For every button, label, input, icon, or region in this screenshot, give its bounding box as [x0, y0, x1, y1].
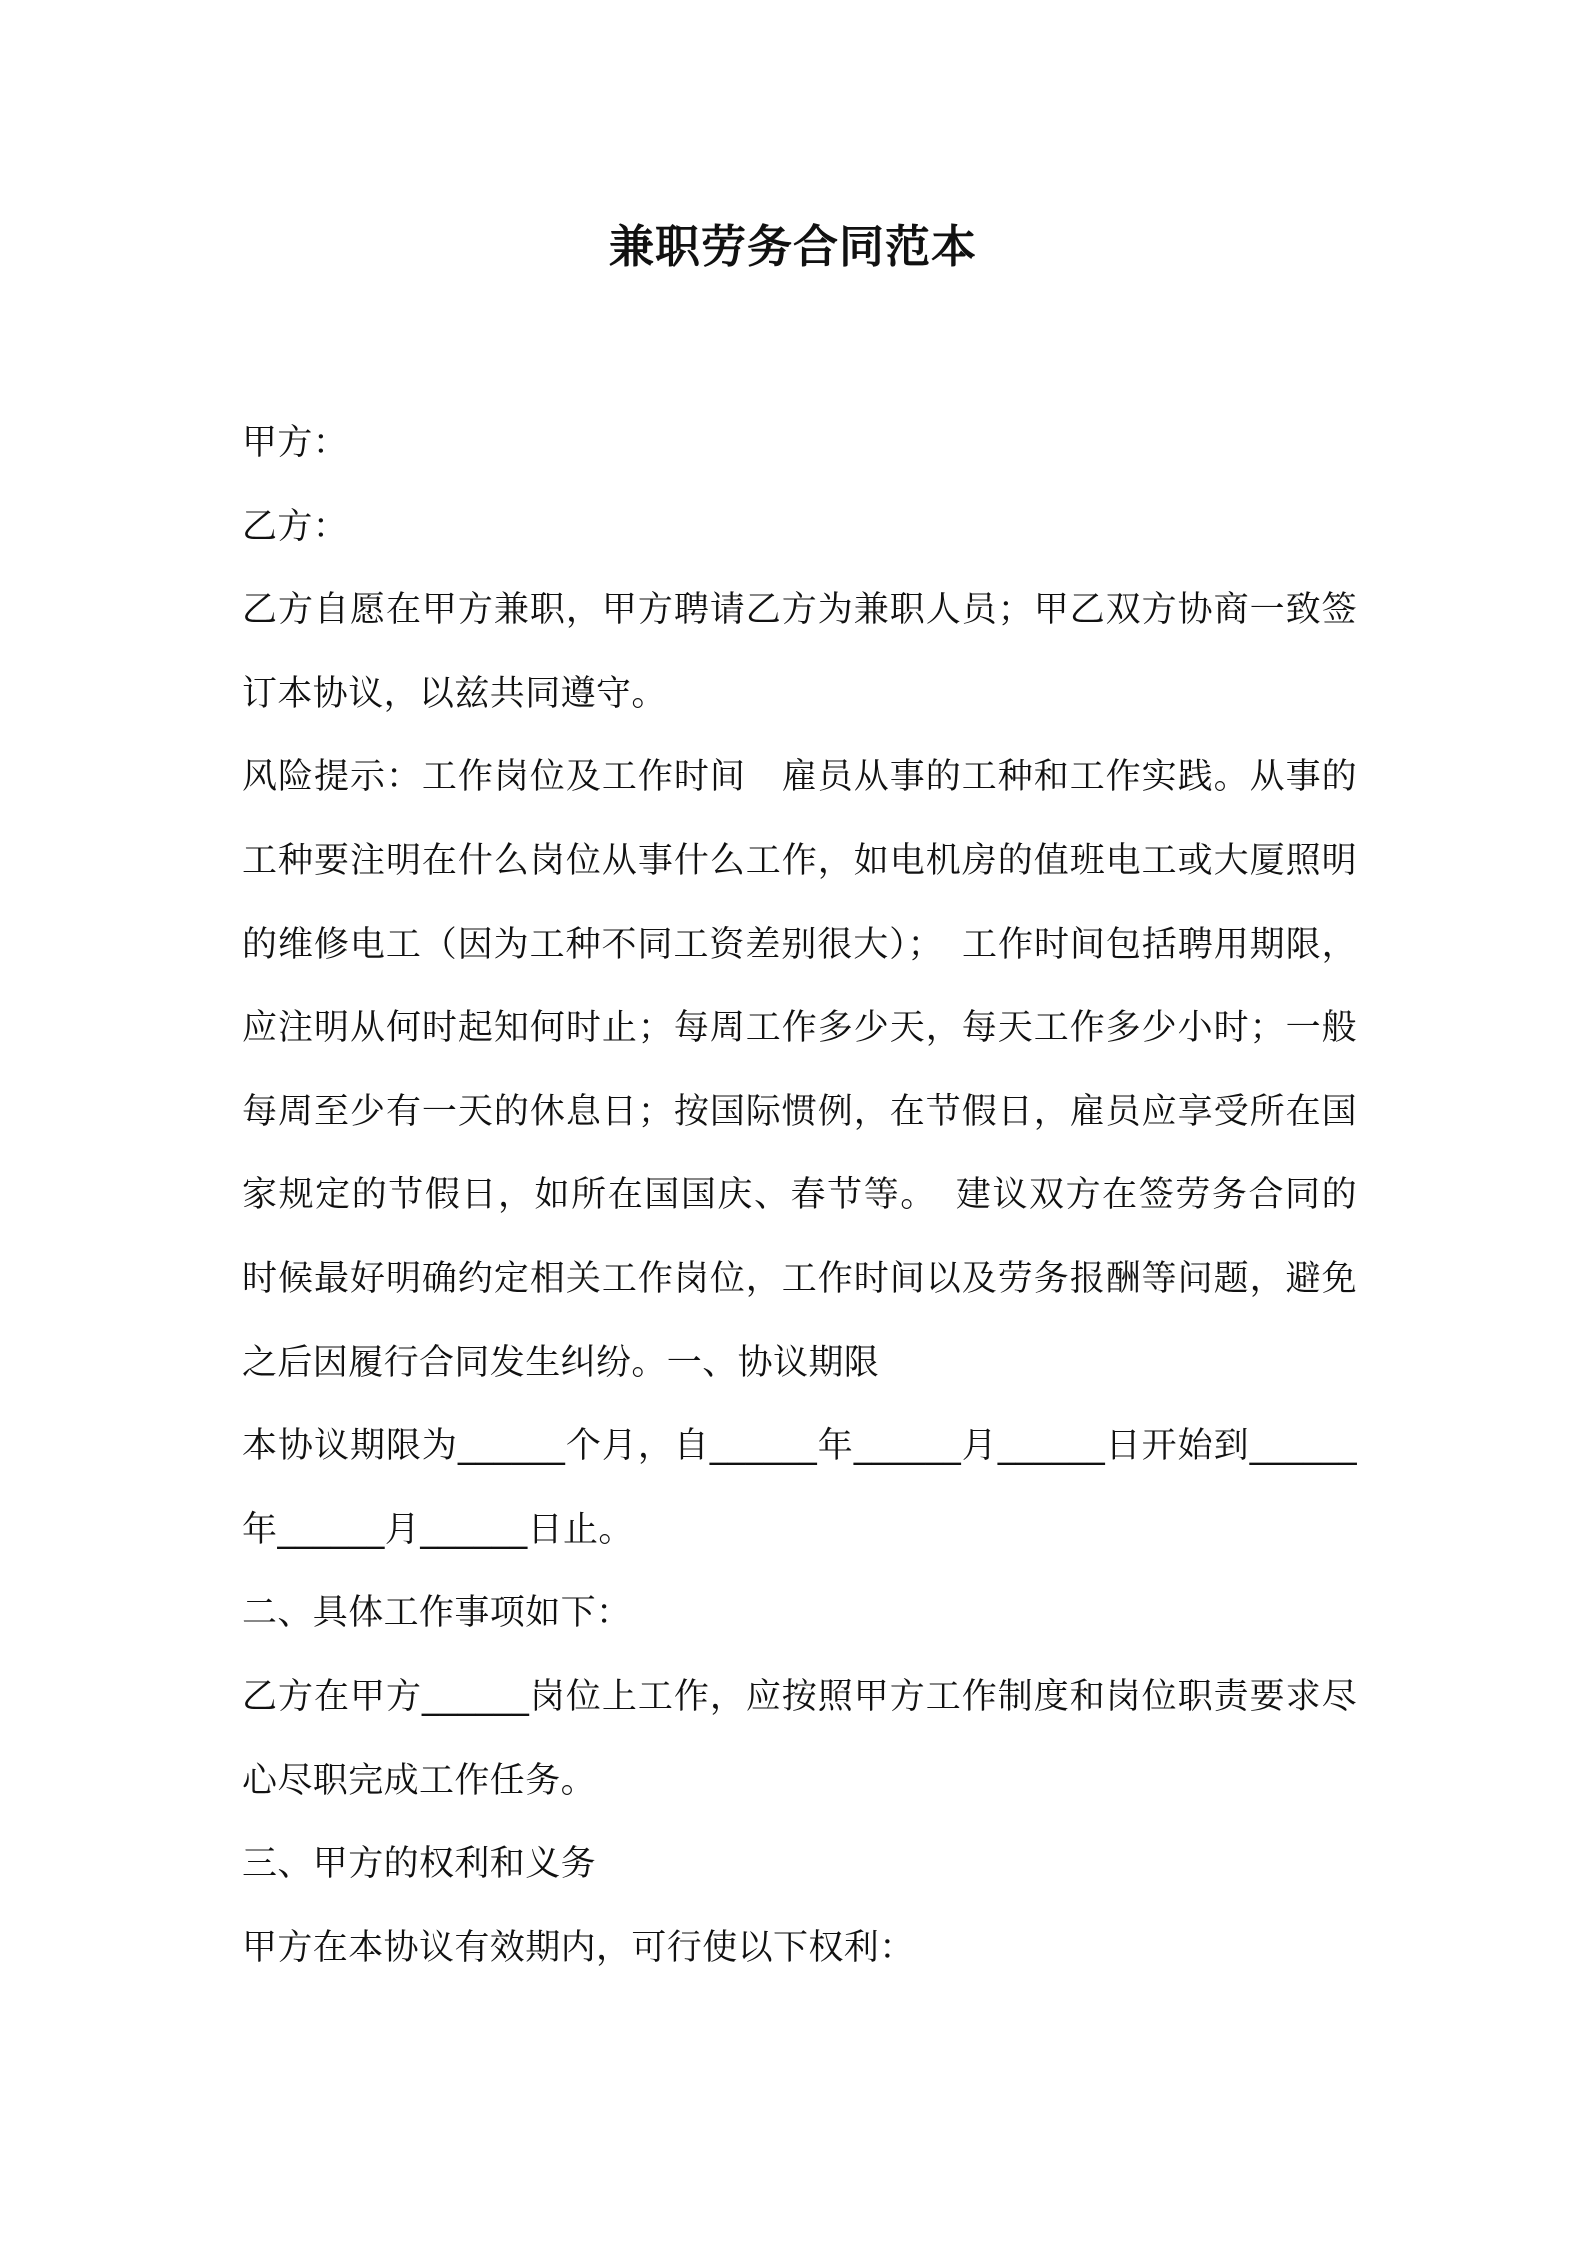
intro-paragraph: 乙方自愿在甲方兼职，甲方聘请乙方为兼职人员；甲乙双方协商一致签订本协议，以兹共同遵守。	[242, 590, 1357, 714]
risk-notice-paragraph: 风险提示：工作岗位及工作时间 雇员从事的工种和工作实践。从事的工种要注明在什么岗位从事什么工作，如电机房的值班电工或大厦照明的维修电工（因为工种不同工资差别很大）； 工作时间包括聘用期限，应注明从何时起知何时止；每周工作多少天，每天工作多少小时；一般每周至少有一天的休息日；按国际惯例，在节假日，雇员应享受所在国家规定的节假日，如所在国国庆、春节等。 建议双方在签劳务合同的时候最好明确约定相关工作岗位，工作时间以及劳务报酬等问题，避免之后因履行合同发生纠纷。一、协议期限	[242, 757, 1357, 1383]
document-body	[242, 402, 1357, 1990]
document-title: 兼职劳务合同范本	[608, 220, 977, 273]
section-three-heading: 三、甲方的权利和义务	[242, 1844, 597, 1885]
party-a-rights-paragraph: 甲方在本协议有效期内，可行使以下权利：	[242, 1927, 915, 1968]
section-two-heading: 二、具体工作事项如下：	[242, 1593, 632, 1634]
party-a-line: 甲方：	[242, 423, 349, 463]
work-duties-paragraph: 乙方在甲方______岗位上工作，应按照甲方工作制度和岗位职责要求尽心尽职完成工作任务。	[242, 1676, 1357, 1801]
term-paragraph: 本协议期限为______个月，自______年______月______日开始到______年______月______日止。	[242, 1426, 1357, 1550]
party-b-line: 乙方：	[242, 506, 349, 547]
